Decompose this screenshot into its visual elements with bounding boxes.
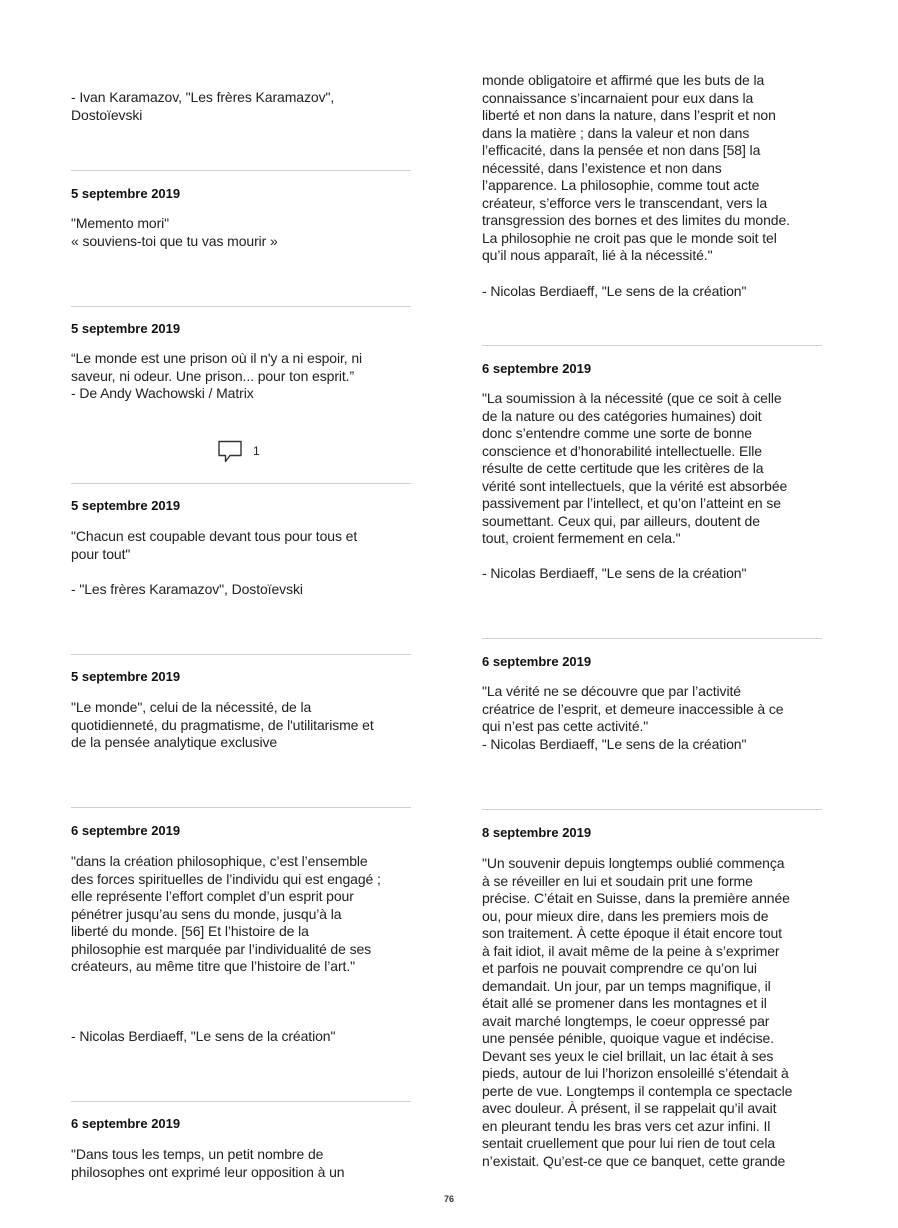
post-separator xyxy=(482,809,822,810)
post-text: "Memento mori" « souviens-toi que tu vas mourir » xyxy=(71,215,278,249)
post-text: "La soumission à la nécessité (que ce soit à celle de la nature ou des catégories humaines) doit donc s’entendre comme une sorte de bonne conscience et d’honorabilité intellectuelle. Elle résulte de cette certitude que les critères de la vérité sont intellectuels, que la vérité est absorbée passivement par l’intellect, et qu’on l’atteint en se soumettant. Ceux qui, par ailleurs, doutent de tout, croient fermement en cela." - Nicolas Berdiaeff, "Le sens de la création" xyxy=(482,390,788,581)
post-date: 6 septembre 2019 xyxy=(71,1116,181,1131)
post-text: "Chacun est coupable devant tous pour tous et pour tout" - "Les frères Karamazov", Dostoïevski xyxy=(71,528,358,597)
post-date: 5 septembre 2019 xyxy=(71,669,181,684)
post-date: 5 septembre 2019 xyxy=(71,498,181,513)
post-date: 5 septembre 2019 xyxy=(71,321,181,336)
post-text: "Un souvenir depuis longtemps oublié commença à se réveiller en lui et soudain prit une forme précise. C’était en Suisse, dans la première année ou, pour mieux dire, dans les premiers mois de son traitement. À cette époque il était encore tout à fait idiot, il avait même de la peine à s’exprimer et parfois ne pouvait comprendre ce qu’on lui demandait. Un jour, par un temps magnifique, il était allé se promener dans les montagnes et il avait marché longtemps, le coeur oppressé par une pensée pénible, quoique vague et indécise. Devant ses yeux le ciel brillait, un lac était à ses pieds, autour de lui l’horizon ensoleillé s’étendait à perte de vue. Longtemps il contempla ce spectacle avec douleur. À présent, il se rappelait qu’il avait en pleurant tendu les bras vers cet azur infini. Il sentait cruellement que pour lui rien de tout cela n’existait. Qu’est-ce que ce banquet, cette grande xyxy=(482,855,793,1169)
comment-link[interactable] xyxy=(217,440,260,464)
post-text: "Dans tous les temps, un petit nombre de philosophes ont exprimé leur opposition à un xyxy=(71,1146,345,1180)
post-separator xyxy=(71,483,411,484)
post-date: 5 septembre 2019 xyxy=(71,186,181,201)
comment-count: 1 xyxy=(253,444,260,459)
post-attribution: - Nicolas Berdiaeff, "Le sens de la création" xyxy=(71,1028,336,1044)
post-date: 6 septembre 2019 xyxy=(482,654,592,669)
post-date: 6 septembre 2019 xyxy=(482,361,592,376)
post-text: “Le monde est une prison où il n'y a ni espoir, ni saveur, ni odeur. Une prison... pour ton esprit.” - De Andy Wachowski / Matrix xyxy=(71,350,363,401)
post-separator xyxy=(71,654,411,655)
post-separator xyxy=(71,306,411,307)
post-separator xyxy=(71,170,411,171)
post-separator xyxy=(71,1101,411,1102)
continued-text: monde obligatoire et affirmé que les buts de la connaissance s’incarnaient pour eux dans la liberté et non dans la nature, dans l’esprit et non dans la matière ; dans la valeur et non dans l’efficacité, dans la pensée et non dans [58] la nécessité, dans l’existence et non dans l’apparence. La philosophie, comme tout acte créateur, s’efforce vers le transcendant, vers la transgression des bornes et des limites du monde. La philosophie ne croit pas que le monde soit tel qu’il nous apparaît, lié à la nécessité." xyxy=(482,72,790,263)
post-text: "dans la création philosophique, c’est l’ensemble des forces spirituelles de l’individu qui est engagé ; elle représente l’effort complet d’un esprit pour pénétrer jusqu’au sens du monde, jusqu’à la liberté du monde. [56] Et l’histoire de la philosophie est marquée par l’individualité de ses créateurs, au même titre que l’histoire de l’art." xyxy=(71,853,381,974)
post-separator xyxy=(482,638,822,639)
post-text: "Le monde", celui de la nécessité, de la quotidienneté, du pragmatisme, de l'utilitarisme et de la pensée analytique exclusive xyxy=(71,699,374,750)
post-date: 6 septembre 2019 xyxy=(71,823,181,838)
post-separator xyxy=(71,807,411,808)
page-number: 76 xyxy=(443,1194,454,1204)
post-date: 8 septembre 2019 xyxy=(482,825,592,840)
post-separator xyxy=(482,345,822,346)
continued-attribution: - Nicolas Berdiaeff, "Le sens de la création" xyxy=(482,283,747,299)
comment-bubble-icon xyxy=(217,440,243,464)
post-text: "La vérité ne se découvre que par l’activité créatrice de l’esprit, et demeure inaccessible à ce qui n’est pas cette activité." - Nicolas Berdiaeff, "Le sens de la création" xyxy=(482,683,784,752)
intro-attribution: - Ivan Karamazov, "Les frères Karamazov", Dostoïevski xyxy=(71,89,335,123)
